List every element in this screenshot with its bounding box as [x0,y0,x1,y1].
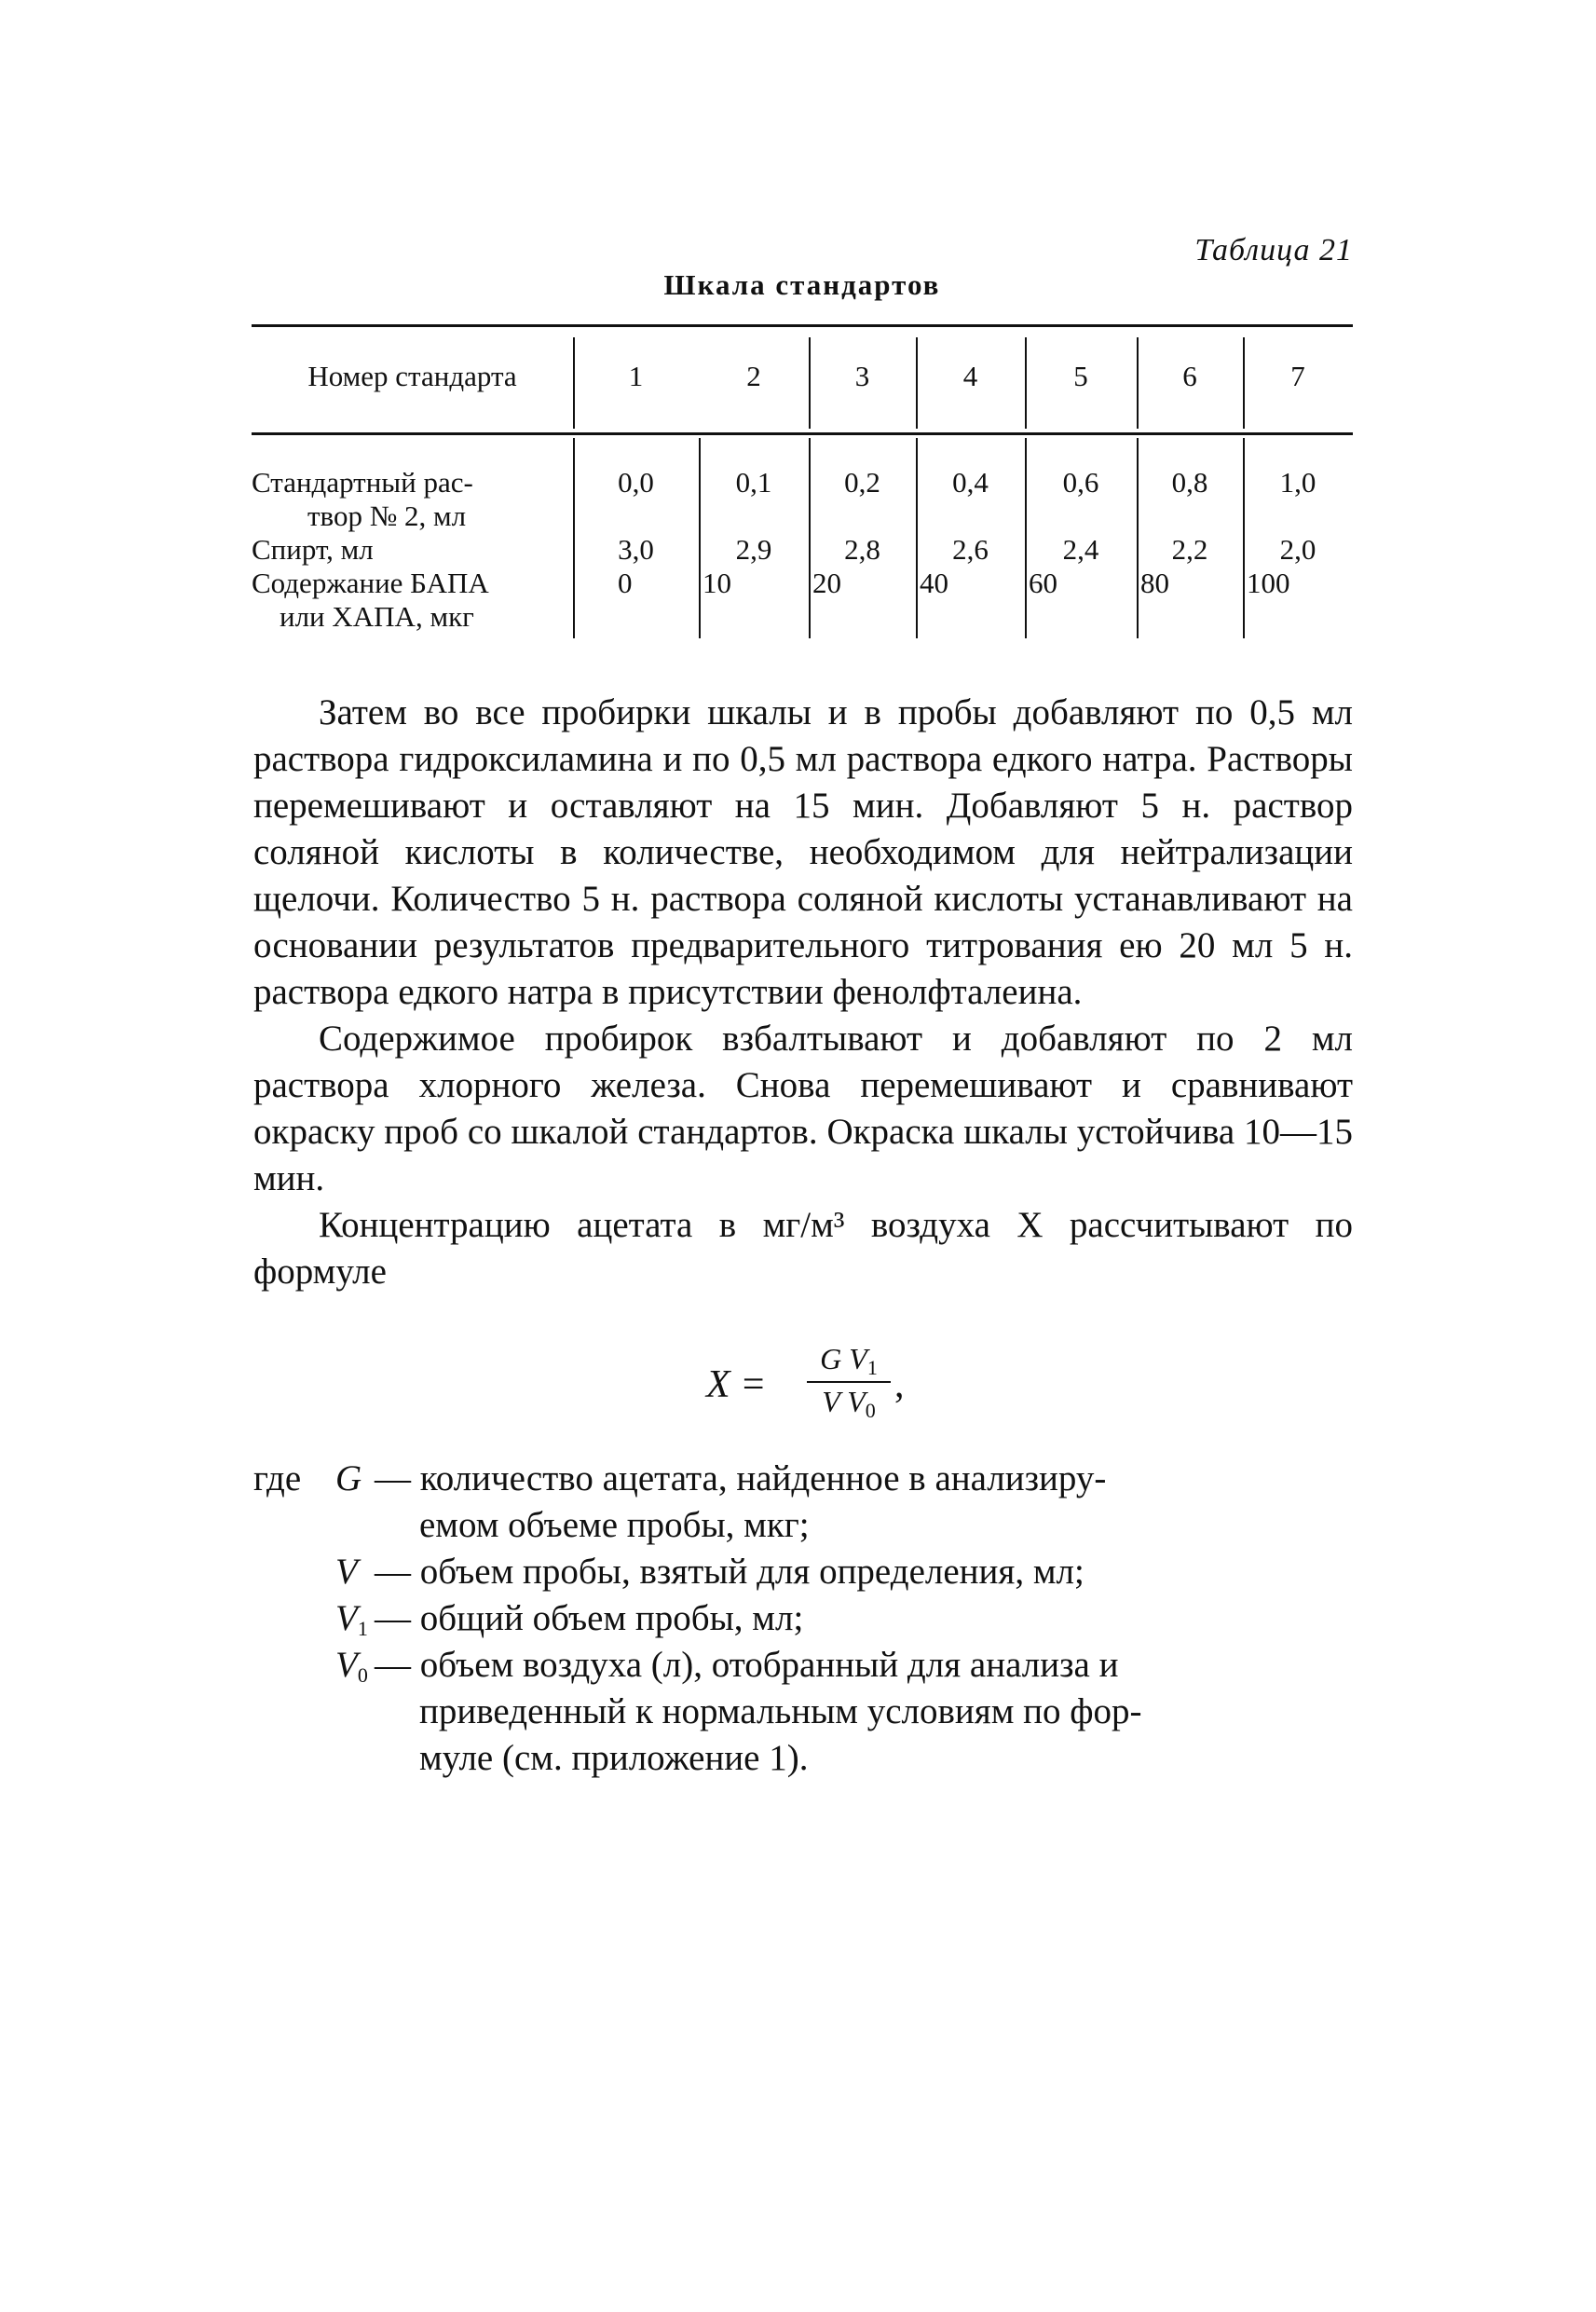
variable-definitions [253,1456,1353,1782]
paragraph-3: Концентрацию ацетата в мг/м³ воздуха X рассчитывают по формуле [253,1205,1353,1292]
definition-v [253,1549,1353,1595]
cell-r2-c5: 2,4 [1062,533,1099,566]
cell-r3-c6: 80 [1140,567,1169,599]
header-col-4: 4 [962,360,978,392]
table-number-label: Таблица 21 [1194,233,1353,267]
cell-r1-c2: 0,1 [735,466,772,499]
numerator-subscript: 1 [866,1356,878,1379]
cell-r2-c7: 2,0 [1279,533,1316,566]
definition-symbol: G [335,1458,362,1498]
definition-symbol: V [335,1552,358,1592]
row-label-content [252,567,573,634]
numerator-text: G V [820,1342,867,1375]
header-col-6: 6 [1182,360,1197,392]
cell-r1-c3: 0,2 [844,466,880,499]
row-label-line: Содержание БАПА [252,567,489,599]
body-text [253,690,1353,1295]
symbol-letter: V [335,1645,358,1685]
cell-r3-c5: 60 [1029,567,1057,599]
row-label-line: твор № 2, мл [307,499,467,532]
cell-r1-c6: 0,8 [1171,466,1208,499]
definition-g [253,1456,1353,1502]
cell-r2-c1: 3,0 [618,533,654,566]
symbol-subscript: 1 [357,1617,368,1640]
cell-r3-c7: 100 [1247,567,1290,599]
table-top-rule [252,324,1353,327]
cell-r1-c4: 0,4 [952,466,989,499]
symbol-letter: V [335,1598,358,1638]
header-col-3: 3 [854,360,870,392]
cell-r1-c1: 0,0 [618,466,654,499]
definition-continuation [253,1689,1353,1735]
header-col-1: 1 [628,360,644,392]
denominator-subscript: 0 [865,1399,876,1422]
formula-denominator [807,1385,891,1422]
header-col-2: 2 [746,360,761,392]
formula-numerator [807,1342,891,1379]
definition-text: — общий объем пробы, мл; [375,1598,804,1638]
cell-r3-c2: 10 [703,567,731,599]
paragraph-1: Затем во все пробирки шкалы и в пробы добавляют по 0,5 мл раствора гидроксиламина и по 0,5 мл раствора едкого натра. Растворы перемешивают и оставляют на 15 мин. Добавляют 5 н. раствор соляной кислоты в количестве, необходимом для нейтрализации щелочи. Количество 5 н. раствора соляной кислоты устанавливают на основании результатов предварительного титрования ею 20 мл 5 н. раствора едкого натра в присутствии фенолфталеина. [253,692,1353,1012]
standards-table [252,324,1353,641]
definition-text: — количество ацетата, найденное в анализиру- [375,1458,1107,1498]
denominator-text: V V [822,1385,866,1418]
paragraph-2: Содержимое пробирок взбалтывают и добавляют по 2 мл раствора хлорного железа. Снова перемешивают и сравнивают окраску проб со шкалой стандартов. Окраска шкалы устойчива 10—15 мин. [253,1019,1353,1198]
definition-text: — объем воздуха (л), отобранный для анализа и [375,1645,1119,1685]
formula-comma: , [894,1363,905,1406]
definition-text: — объем пробы, взятый для определения, мл; [375,1552,1084,1592]
header-col-5: 5 [1073,360,1088,392]
table-title: Шкала стандартов [663,268,941,301]
definition-text: емом объеме пробы, мкг; [419,1505,810,1545]
cell-r2-c4: 2,6 [952,533,989,566]
header-standard-number: Номер стандарта [307,360,517,392]
cell-r3-c3: 20 [812,567,841,599]
row-label-standard-solution [252,466,573,533]
row-label-line: Стандартный рас- [252,466,473,499]
cell-r2-c3: 2,8 [844,533,880,566]
cell-r1-c7: 1,0 [1279,466,1316,499]
row-label-line: Спирт, мл [252,533,374,566]
cell-r2-c2: 2,9 [735,533,772,566]
definition-continuation [253,1735,1353,1782]
cell-r3-c1: 0 [618,567,633,599]
row-label-line: или ХАПА, мкг [280,600,474,633]
formula-lhs: X = [706,1363,767,1406]
definition-v1 [253,1595,1353,1642]
header-col-7: 7 [1290,360,1305,392]
symbol-subscript: 0 [357,1663,368,1687]
cell-r2-c6: 2,2 [1171,533,1208,566]
formula-fraction [807,1342,891,1422]
definition-text: приведенный к нормальным условиям по фор- [419,1691,1142,1731]
table-header-rule [252,432,1353,435]
definition-v0 [253,1642,1353,1689]
concentration-formula [706,1342,948,1426]
definition-continuation [253,1502,1353,1549]
fraction-bar [807,1381,891,1383]
cell-r1-c5: 0,6 [1062,466,1099,499]
definition-text: муле (см. приложение 1). [419,1738,809,1778]
definitions-intro: где [253,1458,302,1498]
row-label-alcohol [252,533,573,567]
cell-r3-c4: 40 [920,567,948,599]
